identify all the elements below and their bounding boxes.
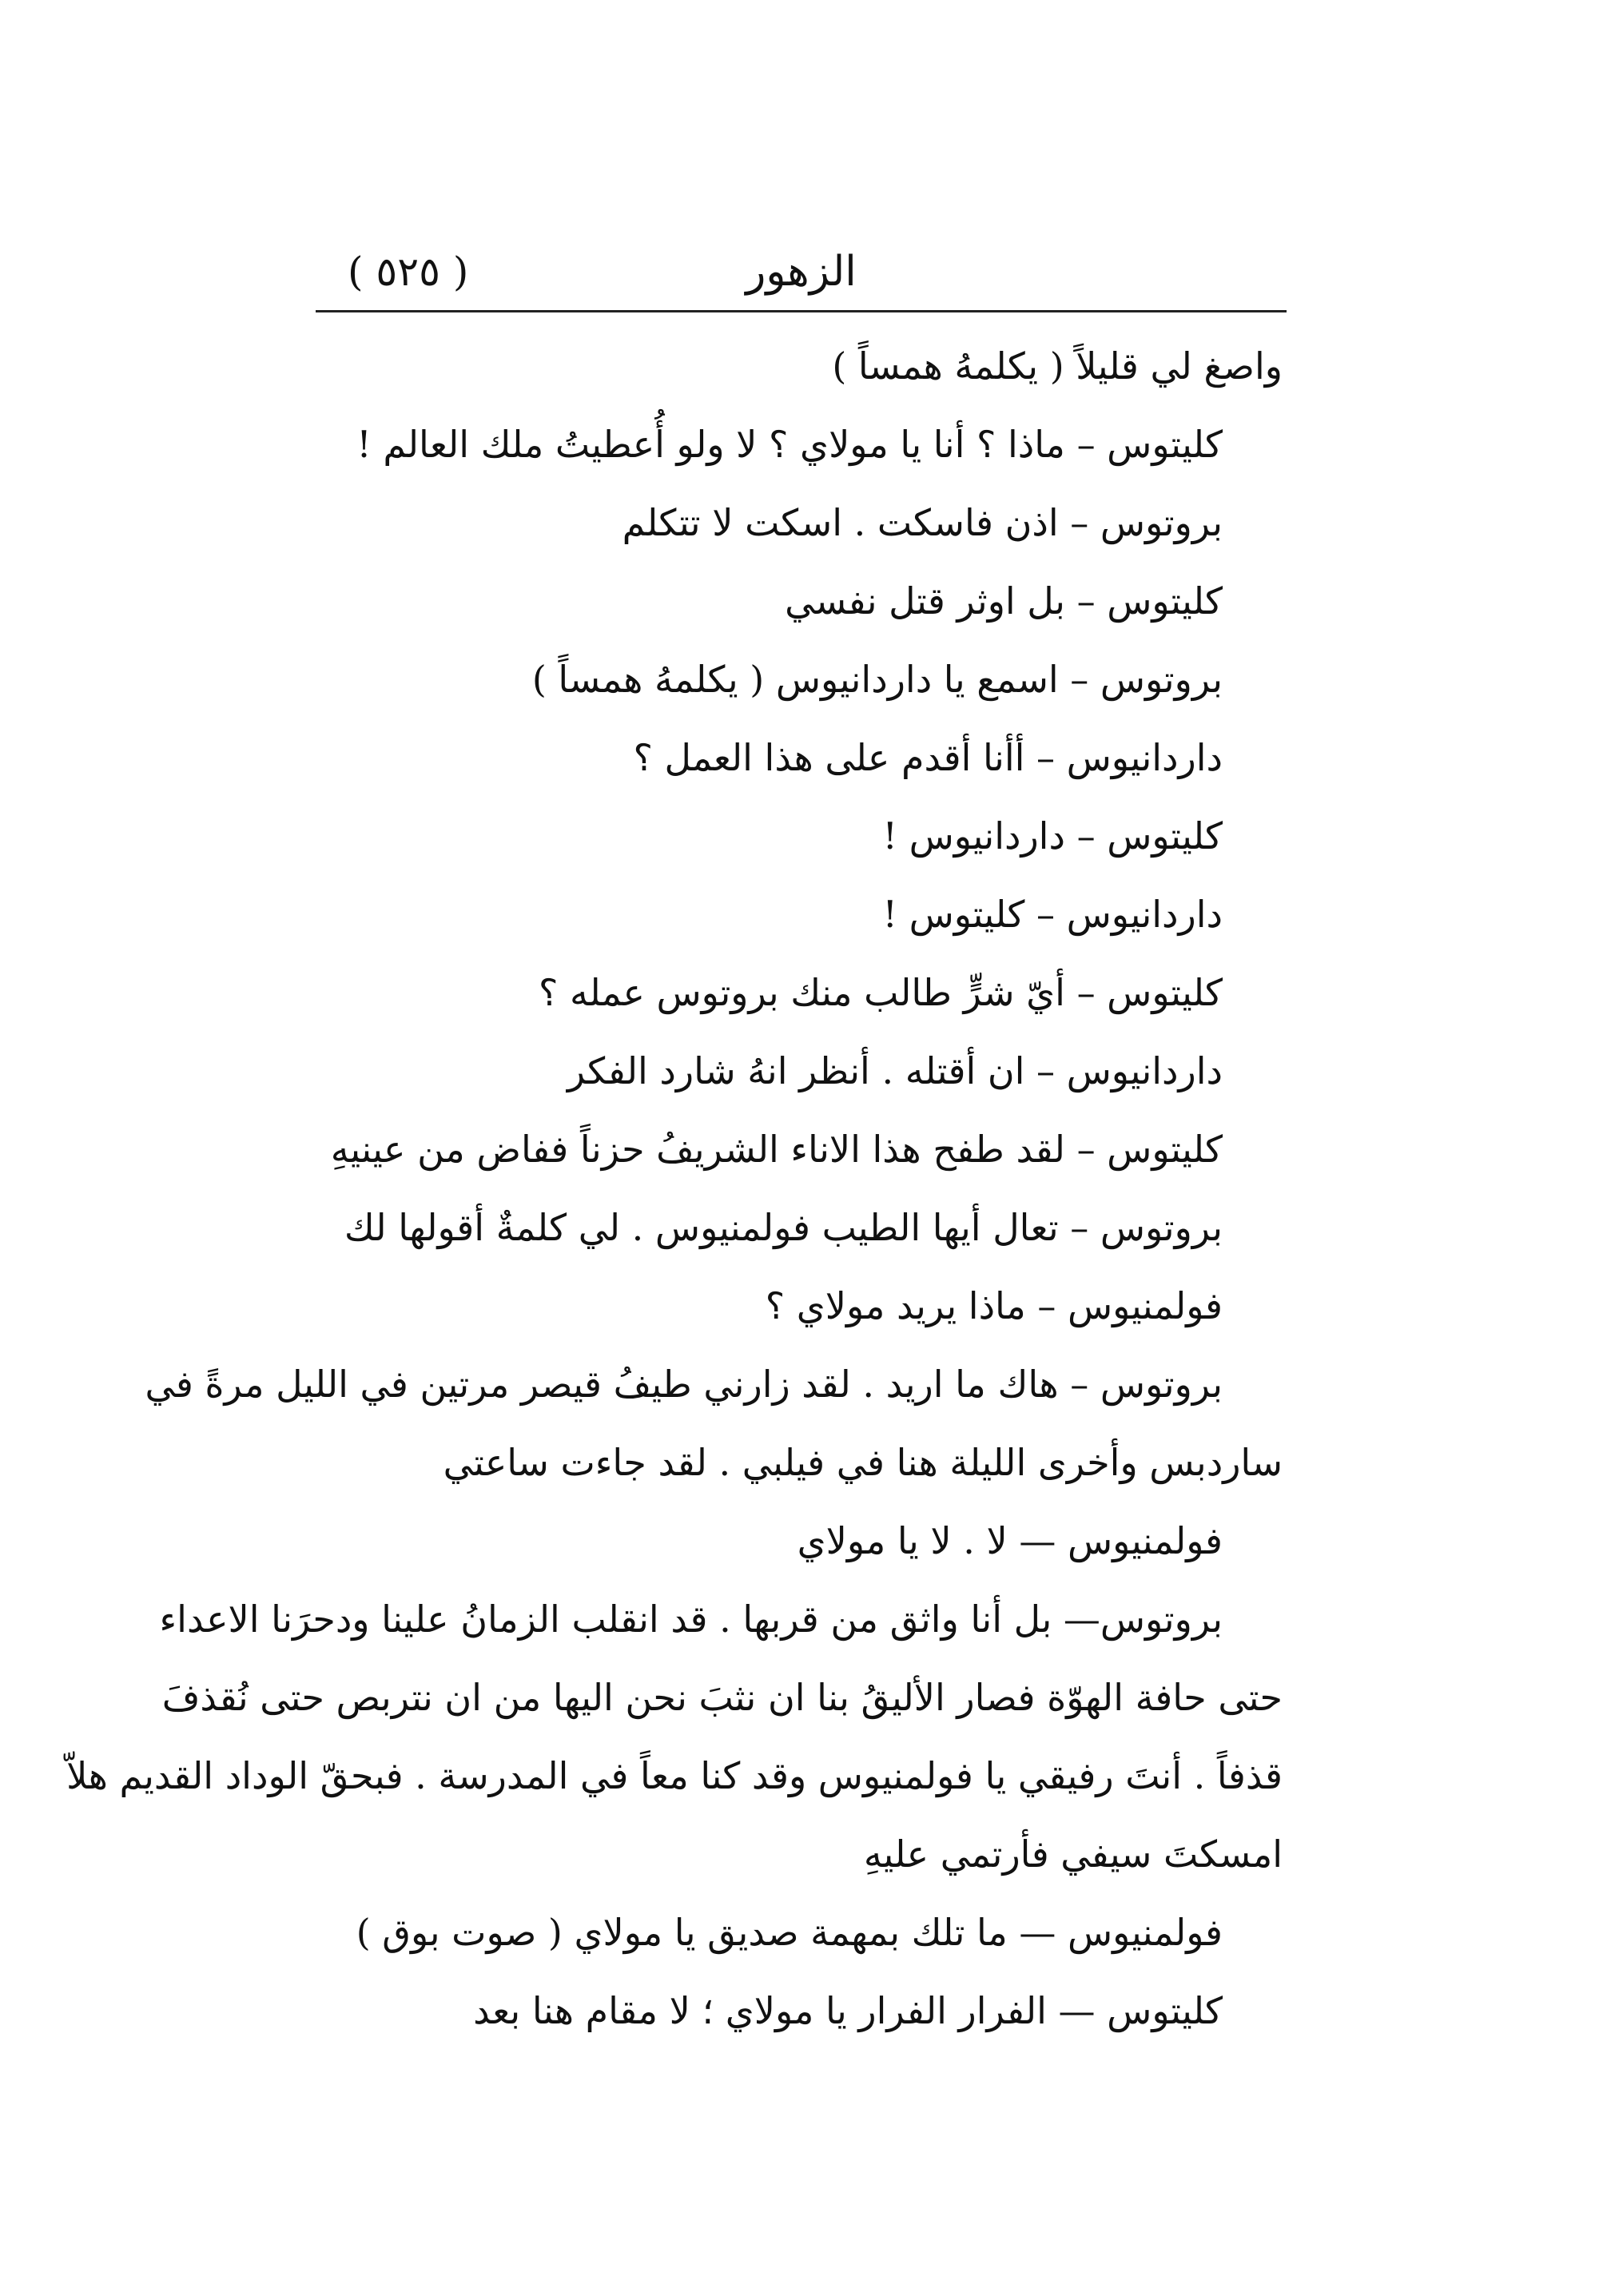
- text-line: كليتوس – لقد طفح هذا الاناء الشريفُ حزناً ففاض من عينيهِ: [330, 1128, 1223, 1171]
- text-line: امسكتَ سيفي فأرتمي عليهِ: [863, 1832, 1283, 1876]
- text-line: واصغ لي قليلاً ( يكلمهُ همساً ): [832, 344, 1283, 388]
- header-rule: [316, 310, 1287, 312]
- text-line: كليتوس — الفرار الفرار يا مولاي ؛ لا مقام هنا بعد: [473, 1989, 1223, 2032]
- text-line: فولمنيوس — لا . لا يا مولاي: [797, 1519, 1223, 1562]
- text-line: قذفاً . أنتَ رفيقي يا فولمنيوس وقد كنا معاً في المدرسة . فبحقّ الوداد القديم هلاّ: [66, 1754, 1283, 1797]
- text-line: بروتوس – اسمع يا داردانيوس ( يكلمهُ همساً ): [531, 658, 1223, 701]
- text-line: بروتوس – تعال أيها الطيب فولمنيوس . لي كلمةٌ أقولها لك: [344, 1206, 1223, 1249]
- text-line: بروتوس – هاك ما اريد . لقد زارني طيفُ قيصر مرتين في الليل مرةً في: [145, 1363, 1223, 1406]
- page-number: ( ٥٢٥ ): [348, 249, 469, 295]
- text-line: داردانيوس – كليتوس !: [882, 893, 1223, 936]
- text-line: كليتوس – أيّ شرٍّ طالب منك بروتوس عمله ؟: [538, 971, 1223, 1014]
- text-line: ساردبس وأخرى الليلة هنا في فيلبي . لقد جاءت ساعتي: [443, 1441, 1283, 1484]
- page-header: [316, 240, 1287, 304]
- text-line: بروتوس— بل أنا واثق من قربها . قد انقلب الزمانُ علينا ودحرَنا الاعداء: [159, 1598, 1223, 1641]
- text-line: كليتوس – ماذا ؟ أنا يا مولاي ؟ لا ولو أُعطيتُ ملك العالم !: [356, 423, 1223, 466]
- text-line: بروتوس – اذن فاسكت . اسكت لا تتكلم: [622, 501, 1223, 544]
- text-line: داردانيوس – ان أقتله . أنظر انهُ شارد الفكر: [567, 1049, 1223, 1092]
- text-line: كليتوس – بل اوثر قتل نفسي: [785, 579, 1223, 623]
- text-line: حتى حافة الهوّة فصار الأليقُ بنا ان نثبَ نحن اليها من ان نتربص حتى نُقذفَ: [161, 1676, 1283, 1719]
- running-title: الزهور: [746, 248, 857, 296]
- text-line: كليتوس – داردانيوس !: [882, 814, 1223, 858]
- text-line: فولمنيوس – ماذا يريد مولاي ؟: [765, 1284, 1223, 1327]
- text-line: داردانيوس – أأنا أقدم على هذا العمل ؟: [633, 736, 1223, 779]
- text-line: فولمنيوس — ما تلك بمهمة صديق يا مولاي ( صوت بوق ): [356, 1911, 1223, 1954]
